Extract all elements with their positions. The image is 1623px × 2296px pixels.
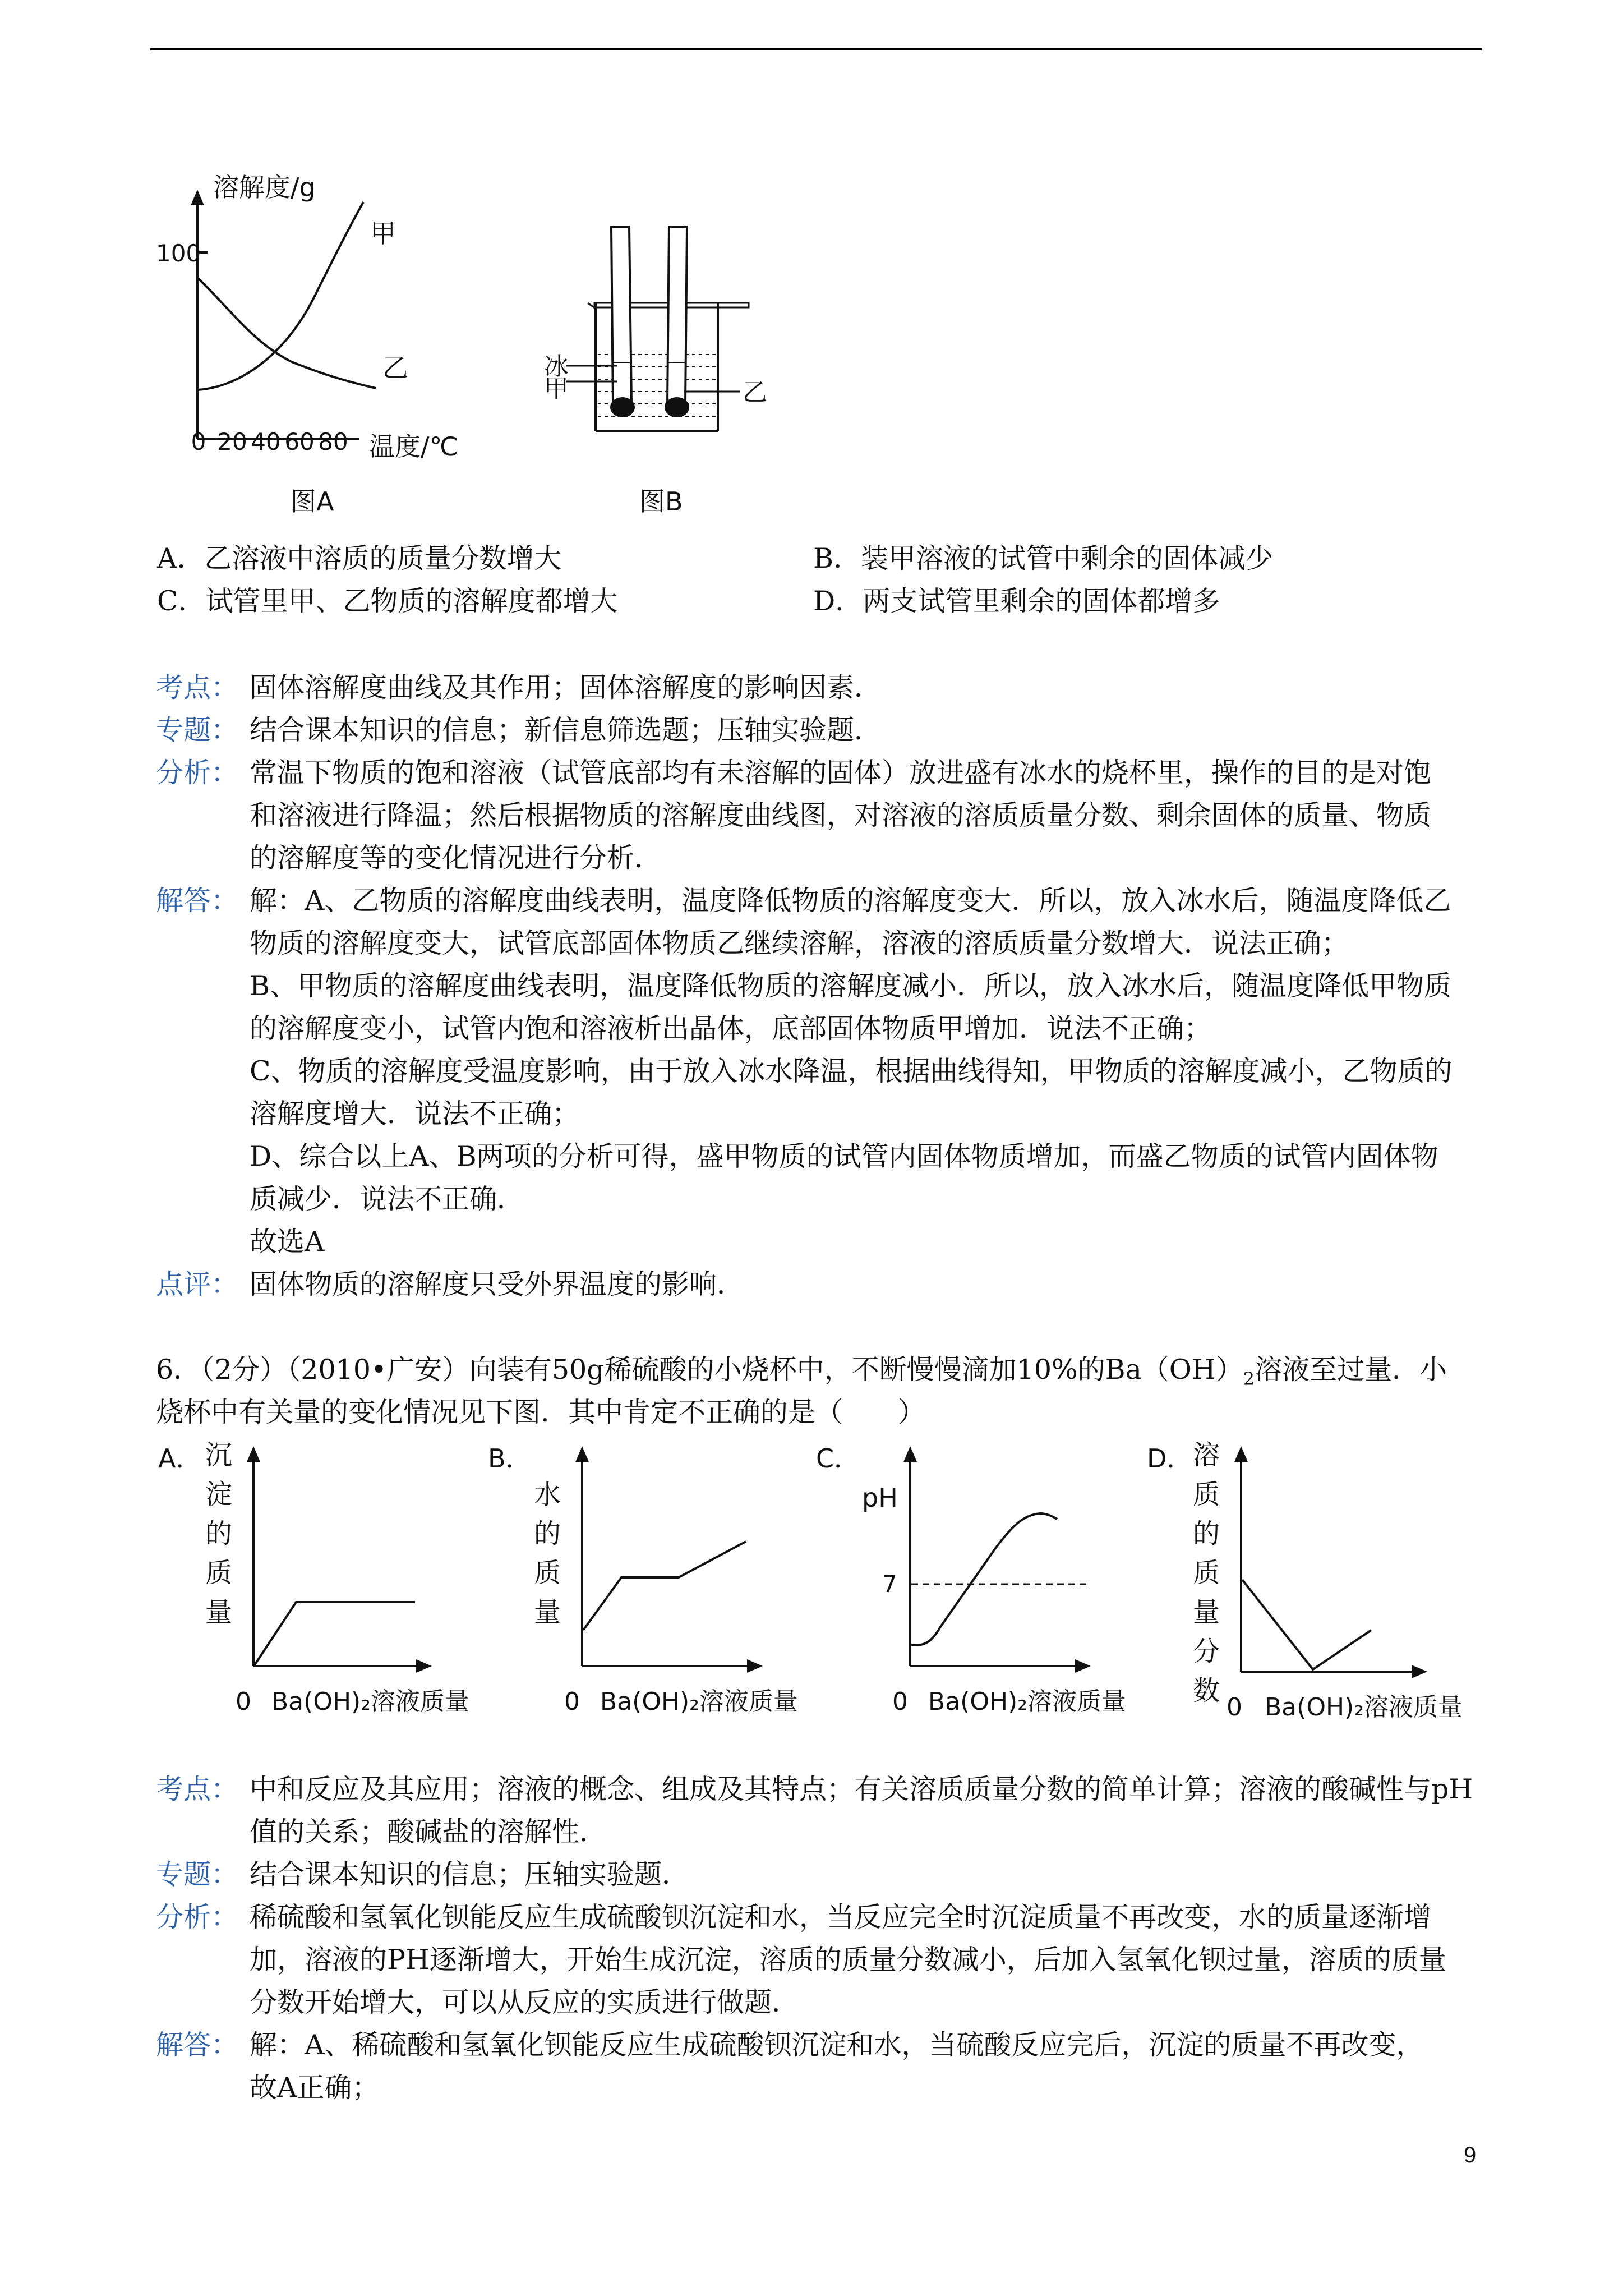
q6-stem-line2: 烧杯中有关量的变化情况见下图．其中肯定不正确的是（ ） — [156, 1396, 926, 1428]
q6-kaodian-line: 值的关系；酸碱盐的溶解性． — [250, 1816, 607, 1848]
fig-a-xtick: 40 — [251, 428, 281, 455]
fig-a-xtick: 0 — [191, 428, 206, 455]
q5-jieda-label: 解答： — [156, 885, 239, 917]
fig-b-label-ice: 冰 — [544, 352, 569, 381]
q6-graph-origin: 0 — [564, 1687, 580, 1716]
q6-graph-origin: 0 — [1227, 1693, 1242, 1722]
q6-jieda-line: 故A正确； — [250, 2072, 380, 2104]
q6-graph-ylabel: 溶 — [1193, 1439, 1220, 1471]
q6-fenxi-line: 分数开始增大，可以从反应的实质进行做题． — [250, 1986, 800, 2018]
q6-graph-d — [1141, 1436, 1489, 1733]
q6-graph-b — [482, 1436, 830, 1728]
q5-dianping-label: 点评： — [156, 1268, 239, 1300]
fig-b-label-yi: 乙 — [743, 378, 767, 407]
q6-stem-main: 6．（2分）（2010•广安）向装有50g稀硫酸的小烧杯中，不断慢慢滴加10%的Ba（OH） — [156, 1354, 1243, 1386]
q6-graph-ylabel: 质 — [1193, 1479, 1220, 1510]
q6-graph-letter: D． — [1147, 1443, 1193, 1474]
q6-graph-ylabel: 质 — [534, 1557, 561, 1589]
fig-b-label-jia: 甲 — [544, 375, 569, 403]
page-number: 9 — [1464, 2143, 1477, 2168]
q5-fenxi-line: 和溶液进行降温；然后根据物质的溶解度曲线图，对溶液的溶质质量分数、剩余固体的质量、物质 — [250, 799, 1432, 831]
q6-graph-ylabel: 质 — [1193, 1557, 1220, 1589]
q6-graph-ylabel: 分 — [1193, 1636, 1220, 1667]
q6-graph-ylabel: 沉 — [205, 1439, 233, 1471]
q6-fenxi-line: 稀硫酸和氢氧化钡能反应生成硫酸钡沉淀和水，当反应完全时沉淀质量不再改变，水的质量逐渐增 — [250, 1901, 1432, 1933]
q6-zhuanti: 结合课本知识的信息；压轴实验题． — [250, 1858, 690, 1890]
fig-a-curve-jia: 甲 — [370, 218, 396, 249]
q5-option-b: B．装甲溶液的试管中剩余的固体减少 — [813, 542, 1274, 574]
q6-graph-letter: B． — [488, 1443, 532, 1474]
q5-jieda-line: C、物质的溶解度受温度影响，由于放入冰水降温，根据曲线得知，甲物质的溶解度减小，乙物质的 — [250, 1055, 1453, 1087]
q6-zhuanti-label: 专题： — [156, 1858, 239, 1890]
q5-jieda-line: 物质的溶解度变大，试管底部固体物质乙继续溶解，溶液的溶质质量分数增大．说法正确； — [250, 927, 1349, 959]
q6-graph-ylabel: 数 — [1193, 1675, 1220, 1706]
q6-graph-ylabel: 水 — [534, 1479, 561, 1510]
q6-graph-origin: 0 — [892, 1687, 908, 1716]
q6-graph-ylabel: 淀 — [205, 1479, 233, 1510]
q5-zhuanti-label: 专题： — [156, 714, 239, 746]
q5-option-d: D．两支试管里剩余的固体都增多 — [813, 585, 1220, 617]
q6-graph-ylabel: 量 — [205, 1596, 233, 1628]
q5-jieda-line: B、甲物质的溶解度曲线表明，温度降低物质的溶解度减小．所以，放入冰水后，随温度降低甲物质 — [250, 970, 1452, 1002]
q5-jieda-line: 溶解度增大．说法不正确； — [250, 1098, 580, 1130]
q5-fenxi-line: 的溶解度等的变化情况进行分析． — [250, 842, 662, 874]
q6-stem-sub: 2 — [1243, 1368, 1255, 1389]
q5-kaodian: 固体溶解度曲线及其作用；固体溶解度的影响因素． — [250, 671, 882, 703]
q6-kaodian-label: 考点： — [156, 1773, 239, 1805]
q6-graph-origin: 0 — [236, 1687, 251, 1716]
q5-jieda-line: 质减少．说法不正确． — [250, 1183, 525, 1215]
fig-a-caption: 图A — [291, 486, 334, 517]
q5-kaodian-label: 考点： — [156, 671, 239, 703]
q6-graph-xlabel: Ba(OH)₂溶液质量 — [1265, 1693, 1463, 1722]
q5-option-a: A．乙溶液中溶质的质量分数增大 — [157, 542, 562, 574]
fig-a-xtick: 60 — [284, 428, 315, 455]
q6-graph-ylabel: 的 — [1193, 1518, 1220, 1549]
q6-graph-xlabel: Ba(OH)₂溶液质量 — [271, 1687, 469, 1716]
q5-dianping: 固体物质的溶解度只受外界温度的影响． — [250, 1268, 745, 1300]
q6-graph-a — [151, 1436, 499, 1728]
q6-fenxi-line: 加，溶液的PH逐渐增大，开始生成沉淀，溶质的质量分数减小，后加入氢氧化钡过量，溶质的质量 — [250, 1944, 1446, 1976]
q6-jieda-line: 解：A、稀硫酸和氢氧化钡能反应生成硫酸钡沉淀和水，当硫酸反应完后，沉淀的质量不再改变， — [250, 2029, 1424, 2061]
q6-jieda-label: 解答： — [156, 2029, 239, 2061]
q6-graph-ylabel: 量 — [534, 1596, 561, 1628]
q6-graph-ylabel: 质 — [205, 1557, 233, 1589]
q5-jieda-line: 的溶解度变小，试管内饱和溶液析出晶体，底部固体物质甲增加．说法不正确； — [250, 1013, 1212, 1045]
q5-jieda-line: 故选A — [250, 1226, 325, 1258]
q6-graph-xlabel: Ba(OH)₂溶液质量 — [928, 1687, 1126, 1716]
figure-b — [533, 219, 796, 527]
q5-fenxi-line: 常温下物质的饱和溶液（试管底部均有未溶解的固体）放进盛有冰水的烧杯里，操作的目的是对饱 — [250, 757, 1432, 789]
fig-a-xtick: 20 — [217, 428, 247, 455]
fig-a-curve-yi: 乙 — [382, 353, 408, 383]
q6-stem-tail: 溶液至过量．小 — [1255, 1354, 1447, 1386]
fig-a-xtick: 80 — [318, 428, 348, 455]
header-rule — [150, 48, 1482, 50]
q6-fenxi-label: 分析： — [156, 1901, 239, 1933]
fig-b-caption: 图B — [639, 486, 683, 517]
q6-graph-ylabel: 的 — [534, 1518, 561, 1549]
fig-a-ylabel: 溶解度/g — [213, 172, 316, 203]
q6-graph-ylabel: 的 — [205, 1518, 233, 1549]
q5-jieda-line: 解：A、乙物质的溶解度曲线表明，温度降低物质的溶解度变大．所以，放入冰水后，随温度降低乙 — [250, 885, 1451, 917]
q5-option-c: C．试管里甲、乙物质的溶解度都增大 — [157, 585, 618, 617]
q6-graph-letter: A． — [158, 1443, 202, 1474]
fig-a-xlabel: 温度/℃ — [369, 431, 459, 462]
q5-jieda-line: D、综合以上A、B两项的分析可得，盛甲物质的试管内固体物质增加，而盛乙物质的试管内固体物 — [250, 1140, 1438, 1172]
q5-zhuanti: 结合课本知识的信息；新信息筛选题；压轴实验题． — [250, 714, 882, 746]
q6-graph-ylabel: 量 — [1193, 1596, 1220, 1628]
figure-a — [151, 168, 499, 527]
q5-fenxi-label: 分析： — [156, 757, 239, 789]
q6-graph-letter: C． — [816, 1443, 860, 1474]
q6-graph-ylabel: pH — [862, 1483, 898, 1513]
q6-kaodian-line: 中和反应及其应用；溶液的概念、组成及其特点；有关溶质质量分数的简单计算；溶液的酸碱性与pH — [250, 1773, 1473, 1805]
fig-a-ytick: 100 — [156, 240, 201, 267]
q6-graph-ymark: 7 — [882, 1570, 897, 1598]
q6-graph-xlabel: Ba(OH)₂溶液质量 — [600, 1687, 798, 1716]
q6-graph-c — [810, 1436, 1158, 1728]
